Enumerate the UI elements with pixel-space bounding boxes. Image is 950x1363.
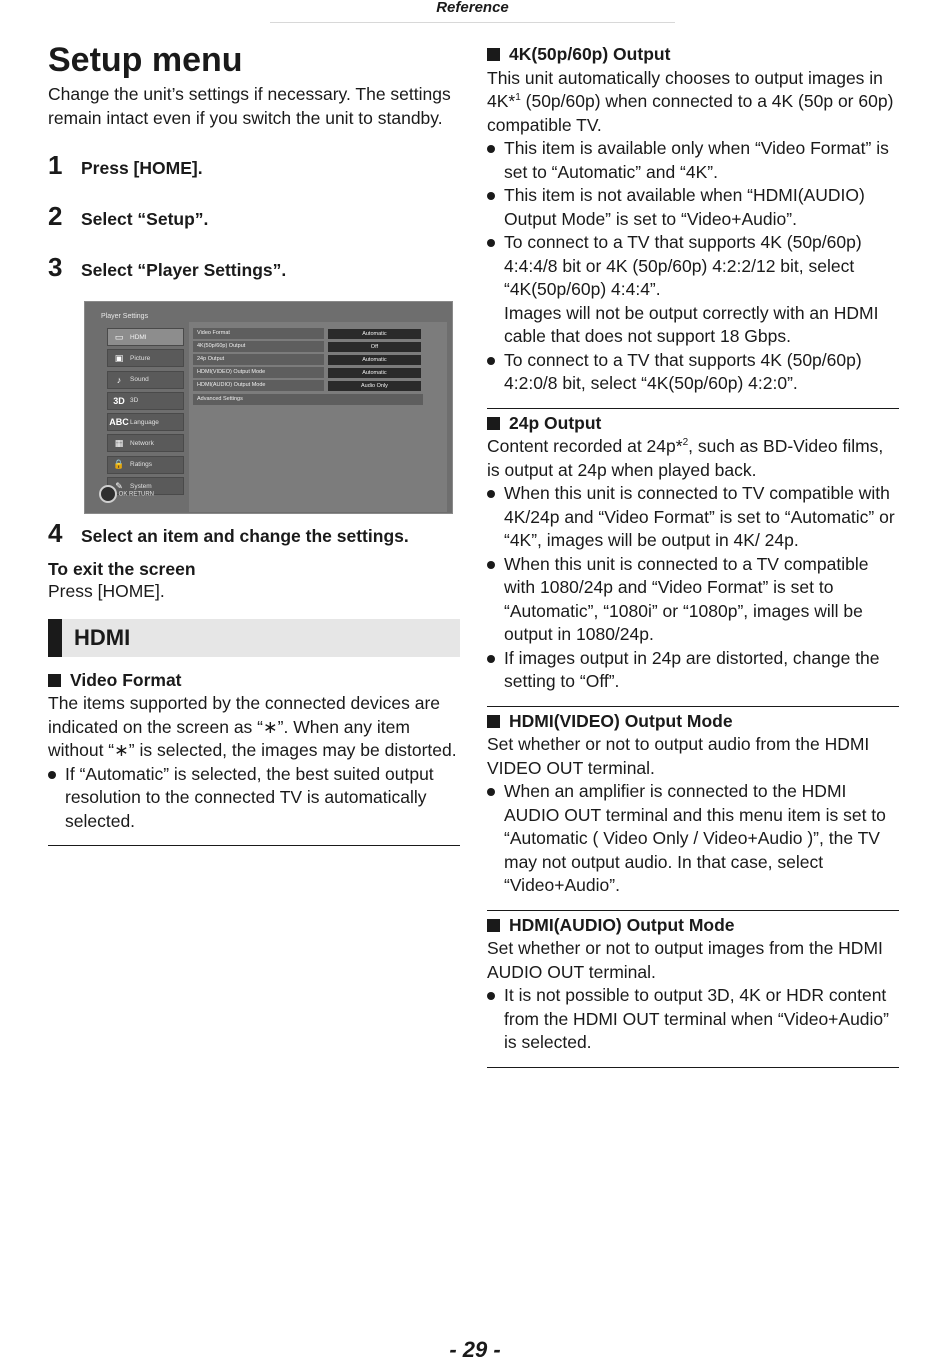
menu-item-hdmi (107, 328, 184, 346)
running-header: Reference (270, 0, 675, 23)
page-title: Setup menu (48, 41, 243, 79)
bullet-item: This item is not available when “HDMI(AUDIO) Output Mode” is set to “Video+Audio”. (487, 184, 899, 231)
bullet-item: If “Automatic” is selected, the best suited output resolution to the connected TV is automatically selected. (48, 763, 460, 834)
step-4 (48, 518, 460, 549)
option-value: Automatic (328, 329, 421, 339)
menu-item-label: HDMI (130, 333, 147, 341)
step-number: 1 (48, 150, 63, 180)
wrench-icon: ✎ (115, 480, 123, 491)
output-24p-section (487, 412, 899, 707)
divider (487, 910, 899, 911)
divider (487, 1067, 899, 1068)
hdmi-video-heading: HDMI(VIDEO) Output Mode (487, 710, 899, 734)
video-format-text: The items supported by the connected devices are indicated on the screen as “∗”. When any item without “∗” is selected, the images may be distorted. (48, 693, 457, 760)
menu-item-picture (107, 349, 184, 367)
player-settings-screenshot (84, 301, 453, 514)
bullet-icon (487, 788, 495, 796)
output-4k-heading: 4K(50p/60p) Output (487, 43, 899, 67)
settings-menu (107, 328, 184, 498)
hdmi-icon: ▭ (114, 331, 124, 342)
option-value: Automatic (328, 355, 421, 365)
bullet-icon (487, 239, 495, 247)
option-value: Automatic (328, 368, 421, 378)
menu-item-label: Sound (130, 376, 149, 384)
step-1 (48, 150, 460, 181)
option-row (193, 341, 421, 352)
square-bullet-icon (487, 715, 500, 728)
dpad-icon (99, 485, 117, 503)
hdmi-heading-text: HDMI (74, 624, 131, 650)
right-column (487, 43, 899, 1068)
page-number: - 29 - (449, 1337, 501, 1362)
lock-icon: 🔒 (113, 459, 125, 470)
menu-item-ratings (107, 456, 184, 474)
bullet-icon (487, 655, 495, 663)
bullet-item: This item is available only when “Video Format” is set to “Automatic” and “4K”. (487, 137, 899, 184)
screen-title: Player Settings (101, 313, 149, 320)
picture-icon: ▣ (114, 352, 124, 363)
left-column (48, 40, 460, 846)
hdmi-video-section (487, 710, 899, 911)
bullet-icon (487, 357, 495, 365)
step-text: Select “Player Settings”. (81, 260, 287, 280)
bullet-item: When this unit is connected to TV compatible with 4K/24p and “Video Format” is set to “Automatic” or “4K”, images will be output in 4K/ 24p. (487, 482, 899, 553)
option-label: 24p Output (193, 354, 324, 365)
bullet-item: When an amplifier is connected to the HDMI AUDIO OUT terminal and this menu item is set to “Automatic ( Video Only / Video+Audio )”, the TV may not output audio. In that case, select “Video+Audio”. (487, 780, 899, 898)
exit-text: Press [HOME]. (48, 581, 165, 601)
hdmi-video-text: Set whether or not to output audio from the HDMI VIDEO OUT terminal. (487, 734, 870, 778)
divider (48, 845, 460, 846)
menu-item-label: Picture (130, 354, 151, 362)
divider (487, 706, 899, 707)
divider (487, 408, 899, 409)
step-number: 4 (48, 518, 63, 548)
output-4k-text: This unit automatically chooses to output images in 4K*$^1$ (50p/60p) when connected to a 4K (50p or 60p) compatible TV. (487, 67, 894, 135)
language-icon: ABC (109, 417, 129, 428)
menu-item-label: Ratings (130, 461, 153, 469)
return-label: RETURN (129, 491, 155, 498)
step-text: Select “Setup”. (81, 209, 209, 229)
bullet-item: It is not possible to output 3D, 4K or HDR content from the HDMI OUT terminal when “Video+Audio” is selected. (487, 984, 899, 1055)
option-label: HDMI(VIDEO) Output Mode (193, 367, 324, 378)
option-row (193, 354, 421, 365)
option-label: Video Format (193, 328, 324, 339)
output-24p-heading: 24p Output (487, 412, 899, 436)
step-2 (48, 201, 460, 232)
menu-item-label: 3D (130, 397, 139, 405)
step-number: 3 (48, 252, 63, 282)
hdmi-audio-text: Set whether or not to output images from the HDMI AUDIO OUT terminal. (487, 938, 883, 982)
step-number: 2 (48, 201, 63, 231)
network-icon: ▦ (114, 437, 124, 448)
hdmi-audio-heading: HDMI(AUDIO) Output Mode (487, 914, 899, 938)
menu-item-language (107, 413, 184, 431)
ok-label: OK (118, 491, 128, 498)
option-label: HDMI(AUDIO) Output Mode (193, 380, 324, 391)
output-24p-text: Content recorded at 24p*$^2$, such as BD-Video films, is output at 24p when played back. (487, 436, 884, 480)
step-3 (48, 252, 460, 283)
square-bullet-icon (487, 48, 500, 61)
option-value: Off (328, 342, 421, 352)
bullet-item: If images output in 24p are distorted, change the setting to “Off”. (487, 647, 899, 694)
settings-panel (189, 322, 447, 512)
bullet-icon (48, 771, 56, 779)
advanced-settings-row: Advanced Settings (193, 394, 423, 405)
sound-icon: ♪ (116, 374, 122, 385)
bullet-item: To connect to a TV that supports 4K (50p/60p) 4:2:0/8 bit, select “4K(50p/60p) 4:2:0”. (487, 349, 899, 396)
bullet-icon (487, 992, 495, 1000)
hdmi-audio-section (487, 914, 899, 1068)
option-row (193, 380, 421, 391)
menu-item-3d (107, 392, 184, 410)
menu-item-label: System (130, 482, 152, 490)
bullet-icon (487, 192, 495, 200)
bullet-note: Images will not be output correctly with an HDMI cable that does not support 18 Gbps. (504, 302, 879, 346)
option-row (193, 328, 421, 339)
video-format-heading: Video Format (48, 669, 460, 693)
option-label: 4K(50p/60p) Output (193, 341, 324, 352)
option-value: Audio Only (328, 381, 421, 391)
step-text: Press [HOME]. (81, 158, 203, 178)
intro-text: Change the unit’s settings if necessary. The settings remain intact even if you switch the unit to standby. (48, 84, 451, 128)
menu-item-sound (107, 371, 184, 389)
bullet-icon (487, 145, 495, 153)
option-row (193, 367, 421, 378)
bullet-item: To connect to a TV that supports 4K (50p/60p) 4:4:4/8 bit or 4K (50p/60p) 4:2:2/12 bit, select “4K(50p/60p) 4:4:4”. (487, 231, 899, 302)
step-text: Select an item and change the settings. (81, 526, 409, 546)
3d-icon: 3D (113, 395, 125, 406)
bullet-item: When this unit is connected to a TV compatible with 1080/24p and “Video Format” is set to “Automatic”, “1080i” or “1080p”, images will be output in 1080/24p. (487, 553, 899, 647)
bullet-icon (487, 490, 495, 498)
square-bullet-icon (48, 674, 61, 687)
square-bullet-icon (487, 919, 500, 932)
bullet-icon (487, 561, 495, 569)
menu-item-label: Language (130, 418, 159, 426)
menu-item-network (107, 434, 184, 452)
square-bullet-icon (487, 417, 500, 430)
menu-item-label: Network (130, 439, 154, 447)
video-format-section (48, 669, 460, 847)
hdmi-section-heading (48, 619, 460, 657)
remote-controls-hint (99, 482, 155, 503)
exit-heading: To exit the screen (48, 559, 196, 579)
output-4k-section (487, 43, 899, 409)
